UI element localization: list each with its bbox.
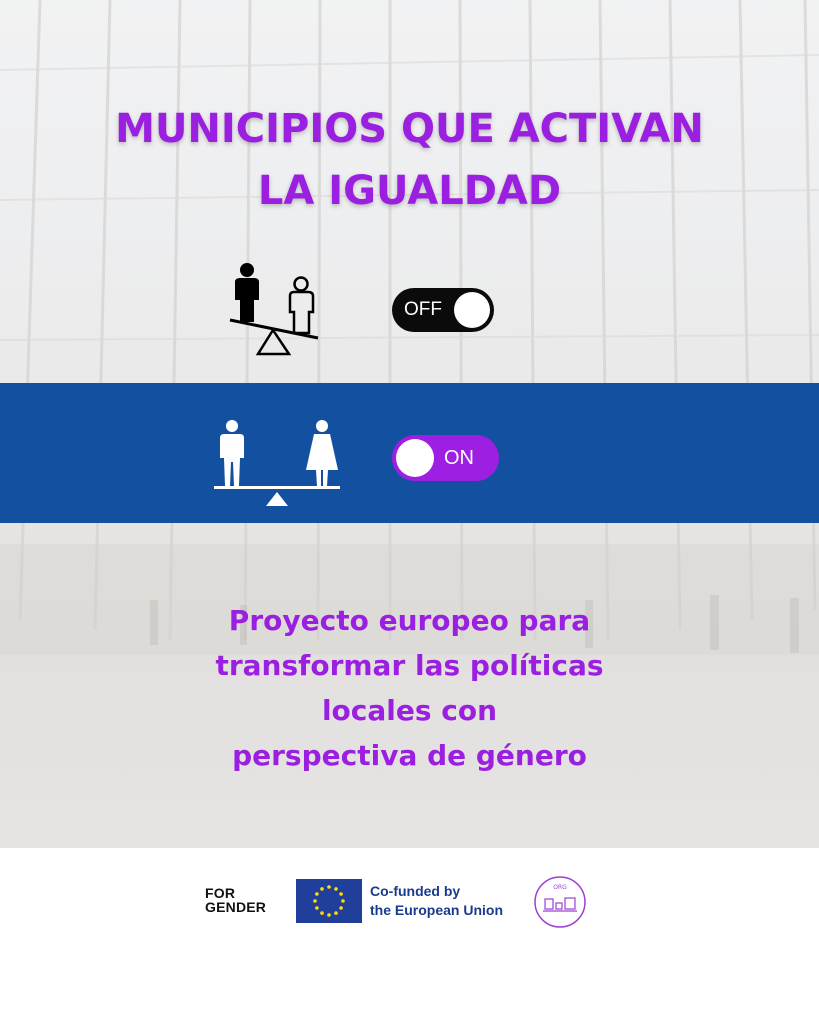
eu-cofunded-text [370,882,503,920]
eu-line-2: the European Union [370,902,503,918]
toggle-on-knob [396,439,434,477]
page-title [0,98,819,222]
unbalanced-scale-people-icon [226,260,322,360]
subtitle-line-4: perspectiva de género [232,739,587,772]
subtitle [0,598,819,778]
toggle-on-label: ON [444,447,474,469]
forgender-logo [205,886,266,914]
footer [0,848,819,1024]
balanced-scale-people-icon [212,418,342,510]
toggle-off-label: OFF [404,299,442,320]
subtitle-line-1: Proyecto europeo para [228,604,591,637]
title-line-1: MUNICIPIOS QUE ACTIVAN [115,106,704,152]
toggle-off[interactable] [392,288,494,332]
title-line-2: LA IGUALDAD [257,168,562,214]
eu-line-1: Co-funded by [370,883,461,899]
forgender-line-1: FOR [205,885,236,901]
toggle-off-knob [454,292,490,328]
seal-text: ORG [553,884,567,891]
eu-flag-icon [296,879,362,923]
subtitle-line-3: locales con [321,694,498,727]
forgender-line-2: GENDER [205,899,267,915]
round-seal-logo [533,875,587,929]
subtitle-line-2: transformar las políticas [215,649,604,682]
toggle-on[interactable] [392,435,499,481]
